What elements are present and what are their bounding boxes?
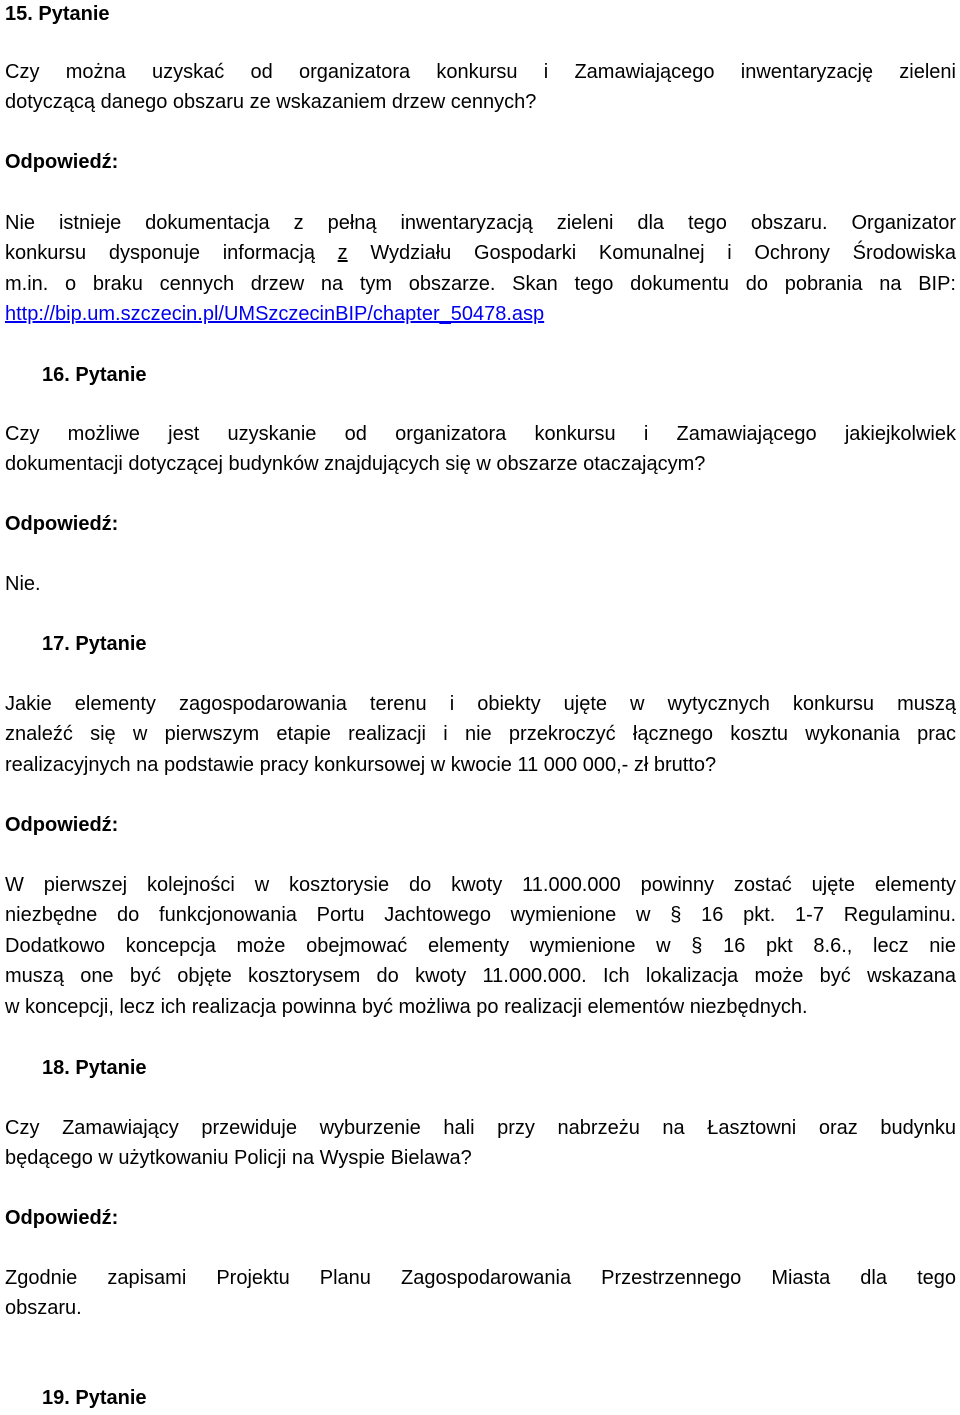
answer-15-line-2 <box>5 238 956 268</box>
answer-17-text <box>5 870 956 1022</box>
answer-15-label: Odpowiedź: <box>5 151 119 173</box>
answer-15-text <box>5 208 956 330</box>
question-15-line-1: Czy można uzyskać od organizatora konkursu i Zamawiającego inwentaryzację zieleni <box>5 61 956 83</box>
answer-17-line-5: w koncepcji, lecz ich realizacja powinna być możliwa po realizacji elementów niezbędnych. <box>5 995 808 1018</box>
answer-18-line-1: Zgodnie zapisami Projektu Planu Zagospodarowania Przestrzennego Miasta dla tego <box>5 1267 956 1289</box>
question-19-heading: 19. Pytanie <box>42 1387 147 1409</box>
question-16-line-2: dokumentacji dotyczącej budynków znajdujących się w obszarze otaczającym? <box>5 453 706 476</box>
question-15-line-2: dotyczącą danego obszaru ze wskazaniem drzew cennych? <box>5 91 537 114</box>
answer-17-line-1: W pierwszej kolejności w kosztorysie do kwoty 11.000.000 powinny zostać ujęte elementy <box>5 874 956 896</box>
answer-16-label: Odpowiedź: <box>5 513 119 535</box>
answer-18-line-2: obszaru. <box>5 1297 82 1320</box>
answer-18-label: Odpowiedź: <box>5 1207 119 1229</box>
answer-15-line-2-b: Wydziału Gospodarki Komunalnej i Ochrony Środowiska <box>347 242 956 265</box>
answer-18-text <box>5 1263 956 1324</box>
answer-15-line-1: Nie istnieje dokumentacja z pełną inwentaryzacją zieleni dla tego obszaru. Organizator <box>5 212 956 234</box>
question-16-line-1: Czy możliwe jest uzyskanie od organizatora konkursu i Zamawiającego jakiejkolwiek <box>5 423 956 445</box>
question-17-text <box>5 689 956 780</box>
question-15-text <box>5 57 956 118</box>
answer-17-label: Odpowiedź: <box>5 814 119 836</box>
question-16-text <box>5 419 956 480</box>
question-15-heading: 15. Pytanie <box>5 3 110 25</box>
answer-17-line-3: Dodatkowo koncepcja może obejmować elementy wymienione w § 16 pkt 8.6., lecz nie <box>5 934 956 957</box>
question-17-heading: 17. Pytanie <box>42 633 147 655</box>
question-18-text <box>5 1113 956 1174</box>
answer-15-underlined-z: z <box>337 242 348 265</box>
question-18-line-2: będącego w użytkowaniu Policji na Wyspie Bielawa? <box>5 1147 472 1170</box>
question-17-line-2: znaleźć się w pierwszym etapie realizacji i nie przekroczyć łącznego kosztu wykonania prac <box>5 723 956 746</box>
question-16-heading: 16. Pytanie <box>42 364 147 386</box>
answer-15-line-3: m.in. o braku cennych drzew na tym obszarze. Skan tego dokumentu do pobrania na BIP: <box>5 272 956 295</box>
answer-17-line-4: muszą one być objęte kosztorysem do kwoty 11.000.000. Ich lokalizacja może być wskazana <box>5 965 956 988</box>
answer-15-line-2-a: konkursu dysponuje informacją <box>5 242 338 265</box>
answer-15-line-4 <box>5 299 956 329</box>
answer-16-text: Nie. <box>5 573 41 595</box>
question-17-line-1: Jakie elementy zagospodarowania terenu i obiekty ujęte w wytycznych konkursu muszą <box>5 693 956 715</box>
question-18-heading: 18. Pytanie <box>42 1057 147 1079</box>
answer-17-line-2: niezbędne do funkcjonowania Portu Jachtowego wymienione w § 16 pkt. 1-7 Regulaminu. <box>5 904 956 927</box>
question-17-line-3: realizacyjnych na podstawie pracy konkursowej w kwocie 11 000 000,- zł brutto? <box>5 753 717 776</box>
bip-link[interactable]: http://bip.um.szczecin.pl/UMSzczecinBIP/chapter_50478.asp <box>5 303 545 326</box>
question-18-line-1: Czy Zamawiający przewiduje wyburzenie hali przy nabrzeżu na Łasztowni oraz budynku <box>5 1117 956 1139</box>
